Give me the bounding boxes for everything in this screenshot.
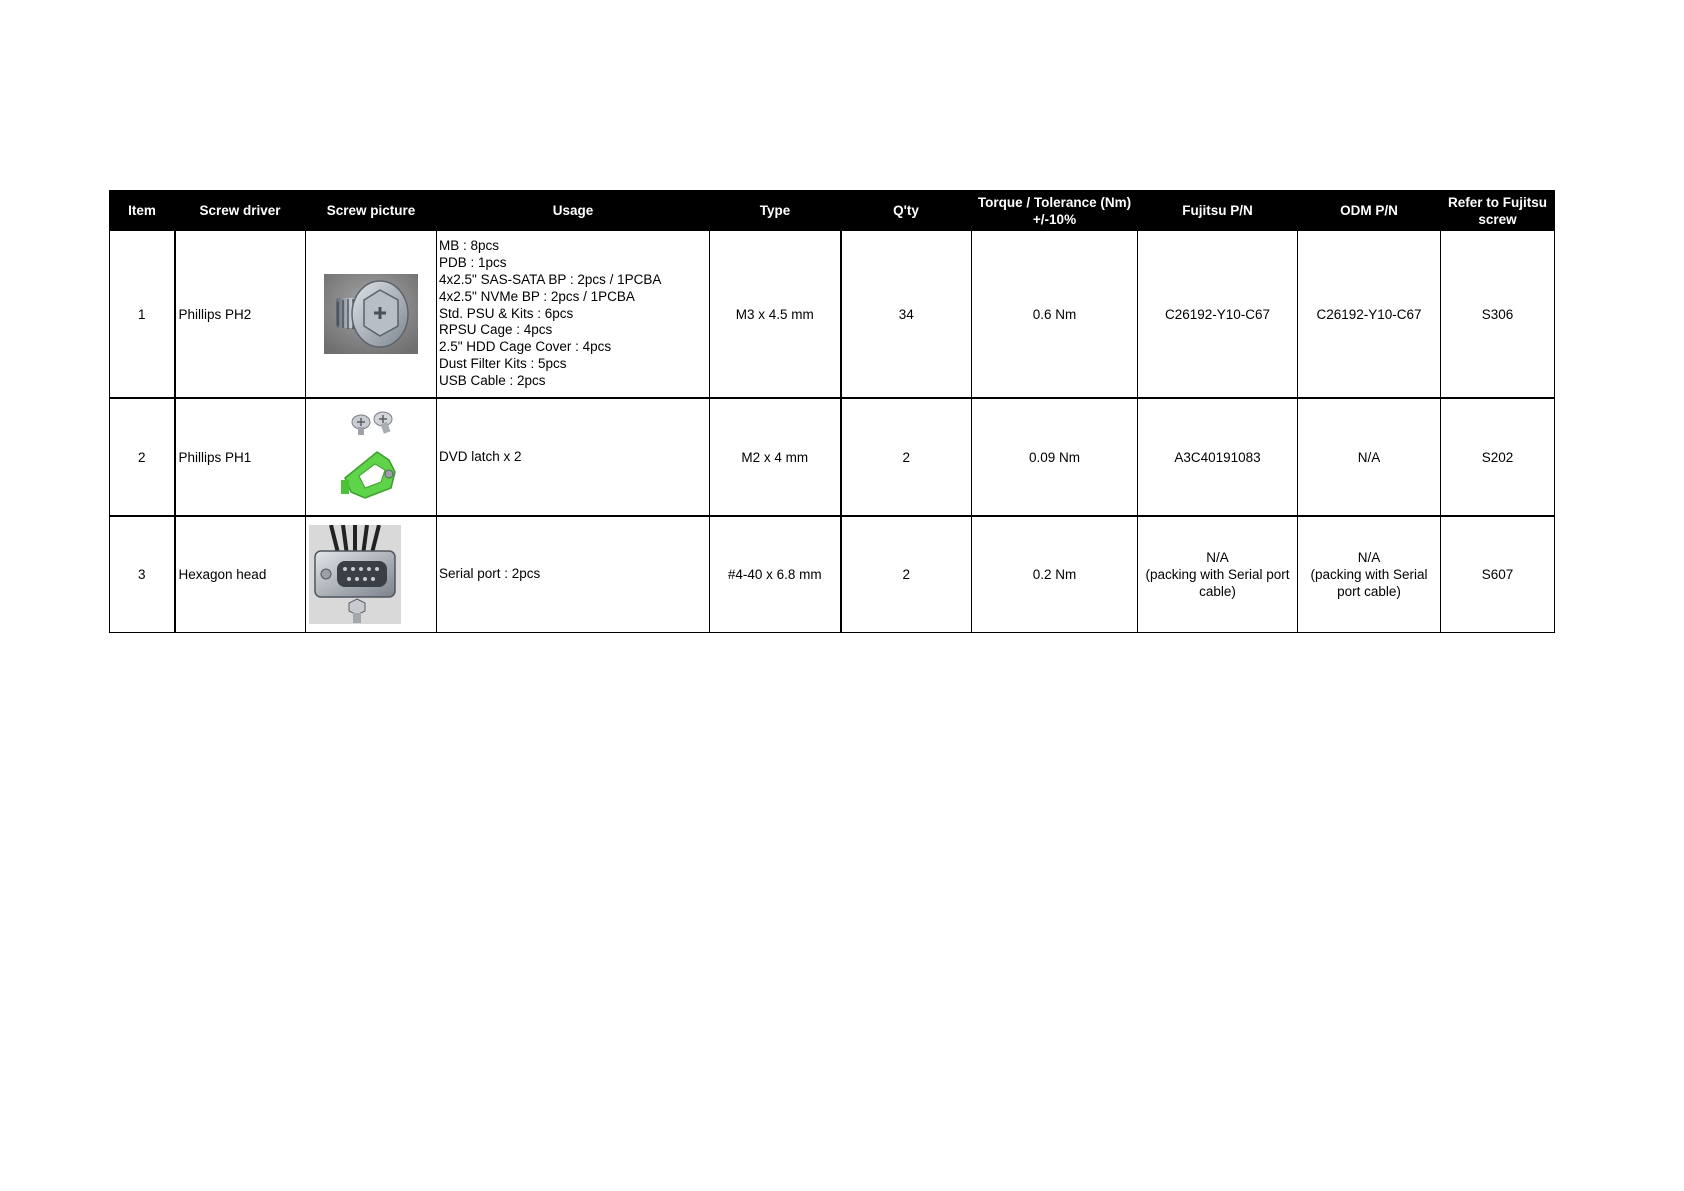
cell-odm-pn: C26192-Y10-C67 xyxy=(1298,231,1441,399)
small-screws-and-green-latch-photo-icon xyxy=(331,408,411,506)
cell-screw-picture xyxy=(306,231,437,399)
cell-odm-pn: N/A xyxy=(1298,398,1441,516)
cell-item: 3 xyxy=(110,516,175,633)
usage-line: RPSU Cage : 4pcs xyxy=(439,322,553,338)
cell-fujitsu-pn: N/A (packing with Serial port cable) xyxy=(1138,516,1298,633)
header-torque-line2: +/-10% xyxy=(1032,211,1077,227)
header-refer-fujitsu xyxy=(1441,191,1555,231)
header-odm-pn: ODM P/N xyxy=(1298,191,1441,231)
cell-refer-fujitsu: S306 xyxy=(1441,231,1555,399)
header-screw-picture: Screw picture xyxy=(306,191,437,231)
screw-specification-table xyxy=(109,190,1555,633)
cell-odm-pn: N/A (packing with Serial port cable) xyxy=(1298,516,1441,633)
header-refer-line2: screw xyxy=(1478,211,1517,227)
header-refer-line1: Refer to Fujitsu xyxy=(1447,194,1547,210)
usage-line: 4x2.5" NVMe BP : 2pcs / 1PCBA xyxy=(439,288,635,304)
cell-usage xyxy=(437,231,710,399)
header-usage: Usage xyxy=(437,191,710,231)
usage-line: Dust Filter Kits : 5pcs xyxy=(439,355,567,371)
cell-item: 1 xyxy=(110,231,175,399)
cell-qty: 2 xyxy=(841,398,972,516)
cell-qty: 2 xyxy=(841,516,972,633)
cell-usage xyxy=(437,398,710,516)
table-row xyxy=(110,398,1555,516)
header-item: Item xyxy=(110,191,175,231)
usage-line: 2.5" HDD Cage Cover : 4pcs xyxy=(439,339,612,355)
cell-refer-fujitsu: S607 xyxy=(1441,516,1555,633)
cell-torque: 0.09 Nm xyxy=(972,398,1138,516)
cell-screw-driver: Phillips PH2 xyxy=(175,231,306,399)
serial-port-hex-screw-photo-icon xyxy=(309,525,401,624)
header-fujitsu-pn: Fujitsu P/N xyxy=(1138,191,1298,231)
cell-screw-driver: Hexagon head xyxy=(175,516,306,633)
header-torque-line1: Torque / Tolerance (Nm) xyxy=(977,194,1132,210)
usage-line: USB Cable : 2pcs xyxy=(439,372,546,388)
usage-line: DVD latch x 2 xyxy=(439,448,522,464)
usage-line: Std. PSU & Kits : 6pcs xyxy=(439,305,574,321)
cell-refer-fujitsu: S202 xyxy=(1441,398,1555,516)
cell-usage xyxy=(437,516,710,633)
usage-line: PDB : 1pcs xyxy=(439,255,507,271)
flange-screw-photo-icon xyxy=(324,274,418,354)
cell-screw-picture xyxy=(306,516,437,633)
cell-torque: 0.2 Nm xyxy=(972,516,1138,633)
table-header-row xyxy=(110,191,1555,231)
usage-line: 4x2.5" SAS-SATA BP : 2pcs / 1PCBA xyxy=(439,272,662,287)
header-screw-driver: Screw driver xyxy=(175,191,306,231)
cell-type: #4-40 x 6.8 mm xyxy=(710,516,841,633)
usage-line: Serial port : 2pcs xyxy=(439,566,541,582)
usage-line: MB : 8pcs xyxy=(439,238,500,254)
cell-item: 2 xyxy=(110,398,175,516)
cell-screw-picture xyxy=(306,398,437,516)
cell-fujitsu-pn: A3C40191083 xyxy=(1138,398,1298,516)
cell-type: M2 x 4 mm xyxy=(710,398,841,516)
header-torque xyxy=(972,191,1138,231)
header-qty: Q'ty xyxy=(841,191,972,231)
cell-qty: 34 xyxy=(841,231,972,399)
cell-torque: 0.6 Nm xyxy=(972,231,1138,399)
table-row xyxy=(110,231,1555,399)
table-row xyxy=(110,516,1555,633)
cell-fujitsu-pn: C26192-Y10-C67 xyxy=(1138,231,1298,399)
cell-type: M3 x 4.5 mm xyxy=(710,231,841,399)
header-type: Type xyxy=(710,191,841,231)
cell-screw-driver: Phillips PH1 xyxy=(175,398,306,516)
